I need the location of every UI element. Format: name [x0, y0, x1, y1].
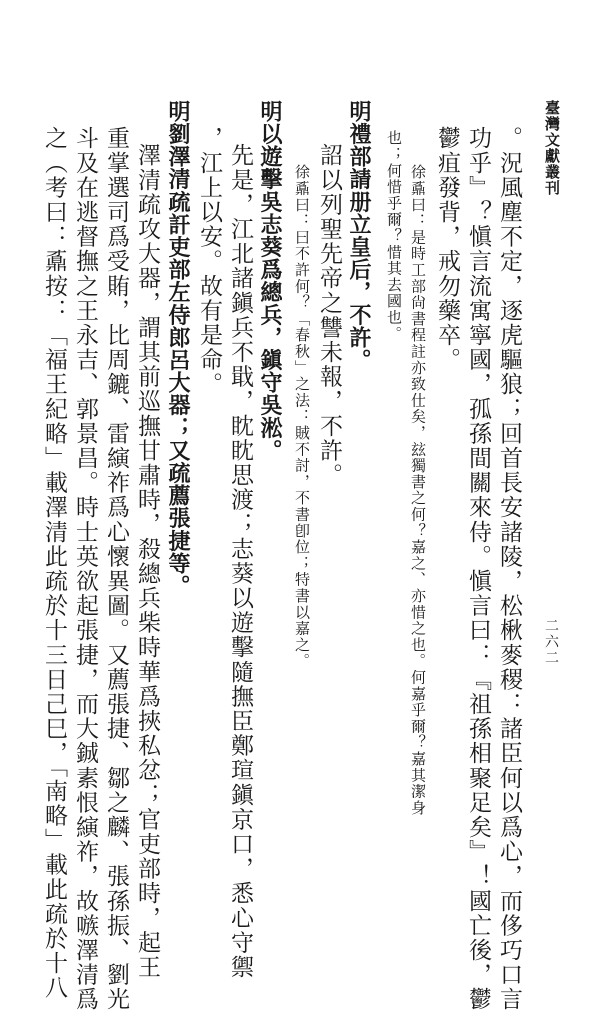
- entry-heading-3: 明劉澤清疏訐吏部左侍郎呂大器；又疏薦張捷等。: [165, 100, 191, 598]
- page-number: 二六二: [543, 618, 559, 666]
- text-column-3: 鬱疽發背，戒勿藥卒。: [434, 126, 460, 372]
- text-column-8: 重掌選司爲受賄，比周鏕、雷縯祚爲心懷異圖。又薦張捷、鄒之麟、張孫振、劉光: [103, 126, 129, 1012]
- text-column-9: 斗及在逃督撫之王永吉、郭景昌。時士英欲起張捷，而大鋮素恨縯祚，故嗾澤清爲: [72, 126, 98, 1012]
- text-column-2: 功乎』？愼言流寓寧國，孤孫間關來侍。愼言曰：『祖孫相聚足矣』！國亡後，鬱: [465, 126, 491, 1012]
- text-column-5: 先是，江北諸鎭兵不戢，眈眈思渡；志葵以遊擊隨撫臣鄭瑄鎭京口，悉心守禦: [227, 143, 253, 980]
- entry-heading-1: 明禮部請册立皇后，不許。: [346, 100, 372, 372]
- text-column-7: 澤清疏攻大器，謂其前巡撫甘肅時，殺總兵柴時華爲挾私忿；官吏部時，起王: [134, 143, 160, 980]
- commentary-column-3: 徐鼒曰：曰不許何？「春秋」之法：賊不討，不書卽位；特書以嘉之。: [293, 164, 311, 670]
- text-column-6: ，江上以安。故有是命。: [196, 126, 222, 397]
- text-column-4: 詔以列聖先帝之讐未報，不許。: [316, 143, 342, 488]
- commentary-column-1: 徐鼒曰：是時工部尙書程註亦致仕矣，玆獨書之何？嘉之、亦惜之也。何嘉乎爾？嘉其潔身: [409, 164, 427, 816]
- entry-heading-2: 明以遊擊吳志葵爲總兵，鎭守吳淞。: [257, 100, 283, 462]
- commentary-column-2: 也；何惜乎爾？惜其去國也。: [385, 130, 403, 342]
- text-column-1: 。況風塵不定，逐虎驅狼；回首長安諸陵，松楸麥稷：諸臣何以爲心，而侈巧口言: [496, 126, 522, 1012]
- book-title: 臺灣文獻叢刊: [543, 100, 561, 196]
- text-column-10: 之（考曰：鼒按：「福王紀略」載澤清此疏於十三日己巳，「南略」載此疏於十八: [41, 126, 67, 1001]
